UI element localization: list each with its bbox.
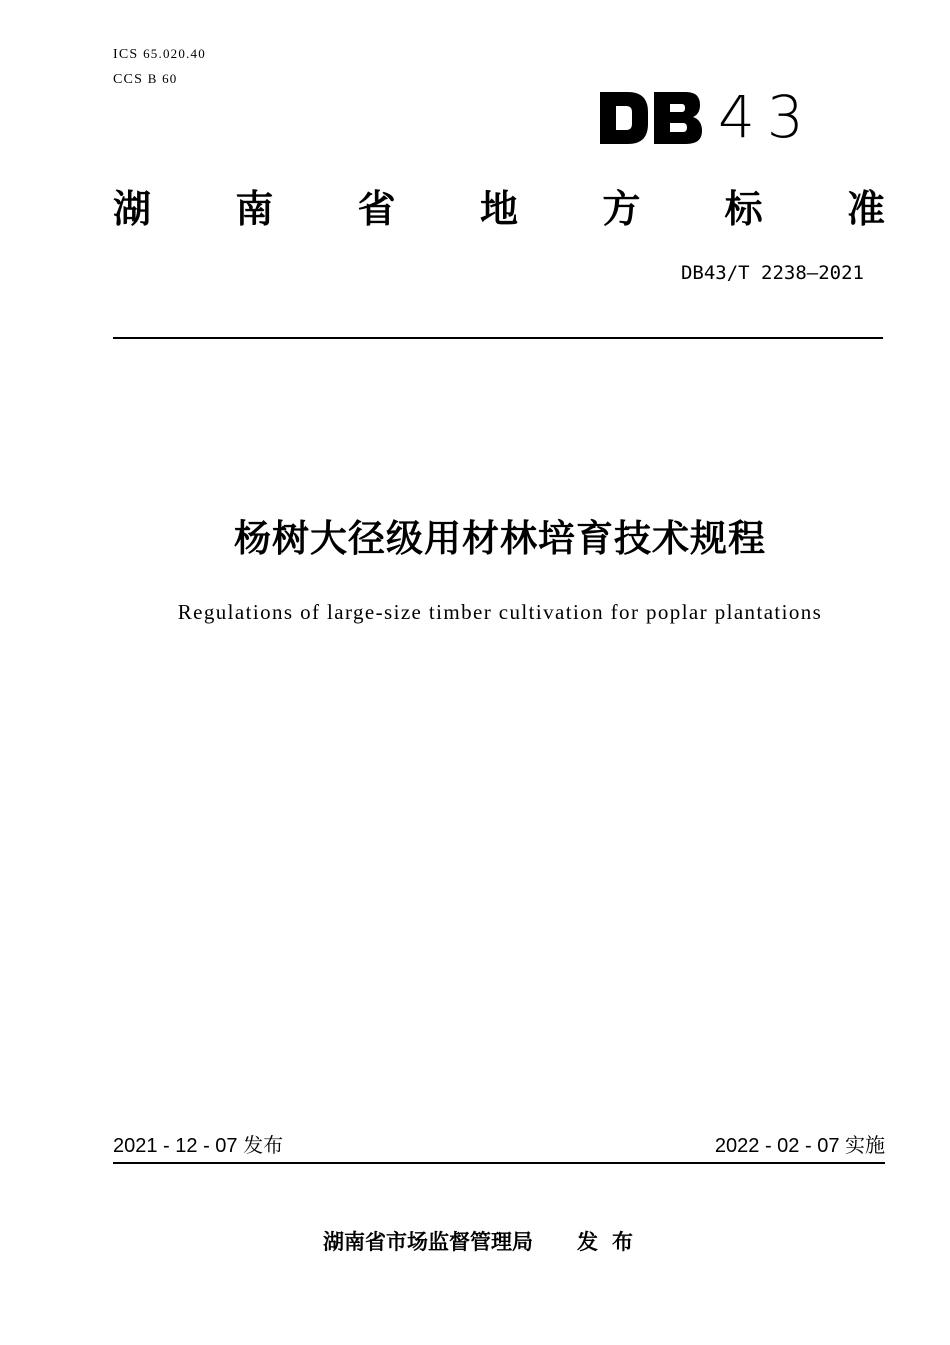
standard-number: DB43/T 2238—2021 bbox=[680, 262, 864, 284]
publisher-action: 发布 bbox=[577, 1230, 647, 1254]
standard-type-char: 准 bbox=[846, 186, 885, 231]
standard-type bbox=[113, 180, 885, 230]
top-divider bbox=[113, 337, 883, 339]
standard-type-char: 标 bbox=[724, 186, 763, 231]
ccs-code bbox=[113, 71, 178, 88]
issue-date: 2021 - 12 - 07 发布 bbox=[113, 1135, 284, 1157]
title-english: Regulations of large-size timber cultivation for poplar plantations bbox=[177, 600, 823, 624]
ccs-label: CCS bbox=[113, 72, 144, 87]
standard-type-char: 湖 bbox=[113, 186, 152, 231]
db-number: 43 bbox=[718, 83, 816, 151]
ics-value: 65.020.40 bbox=[143, 46, 206, 61]
publisher-name: 湖南省市场监督管理局 bbox=[323, 1230, 533, 1254]
bottom-divider bbox=[113, 1162, 885, 1164]
ics-code bbox=[113, 46, 206, 63]
ccs-value: B 60 bbox=[147, 71, 178, 86]
standard-type-char: 方 bbox=[602, 186, 641, 231]
db-logo bbox=[598, 90, 704, 146]
standard-type-char: 南 bbox=[235, 186, 274, 231]
title-chinese: 杨树大径级用材林培育技术规程 bbox=[234, 517, 766, 560]
implementation-date: 2022 - 02 - 07 实施 bbox=[714, 1135, 885, 1157]
ics-label: ICS bbox=[113, 47, 139, 62]
publisher bbox=[0, 1227, 950, 1257]
standard-type-char: 地 bbox=[479, 186, 518, 231]
standard-type-char: 省 bbox=[357, 186, 396, 231]
